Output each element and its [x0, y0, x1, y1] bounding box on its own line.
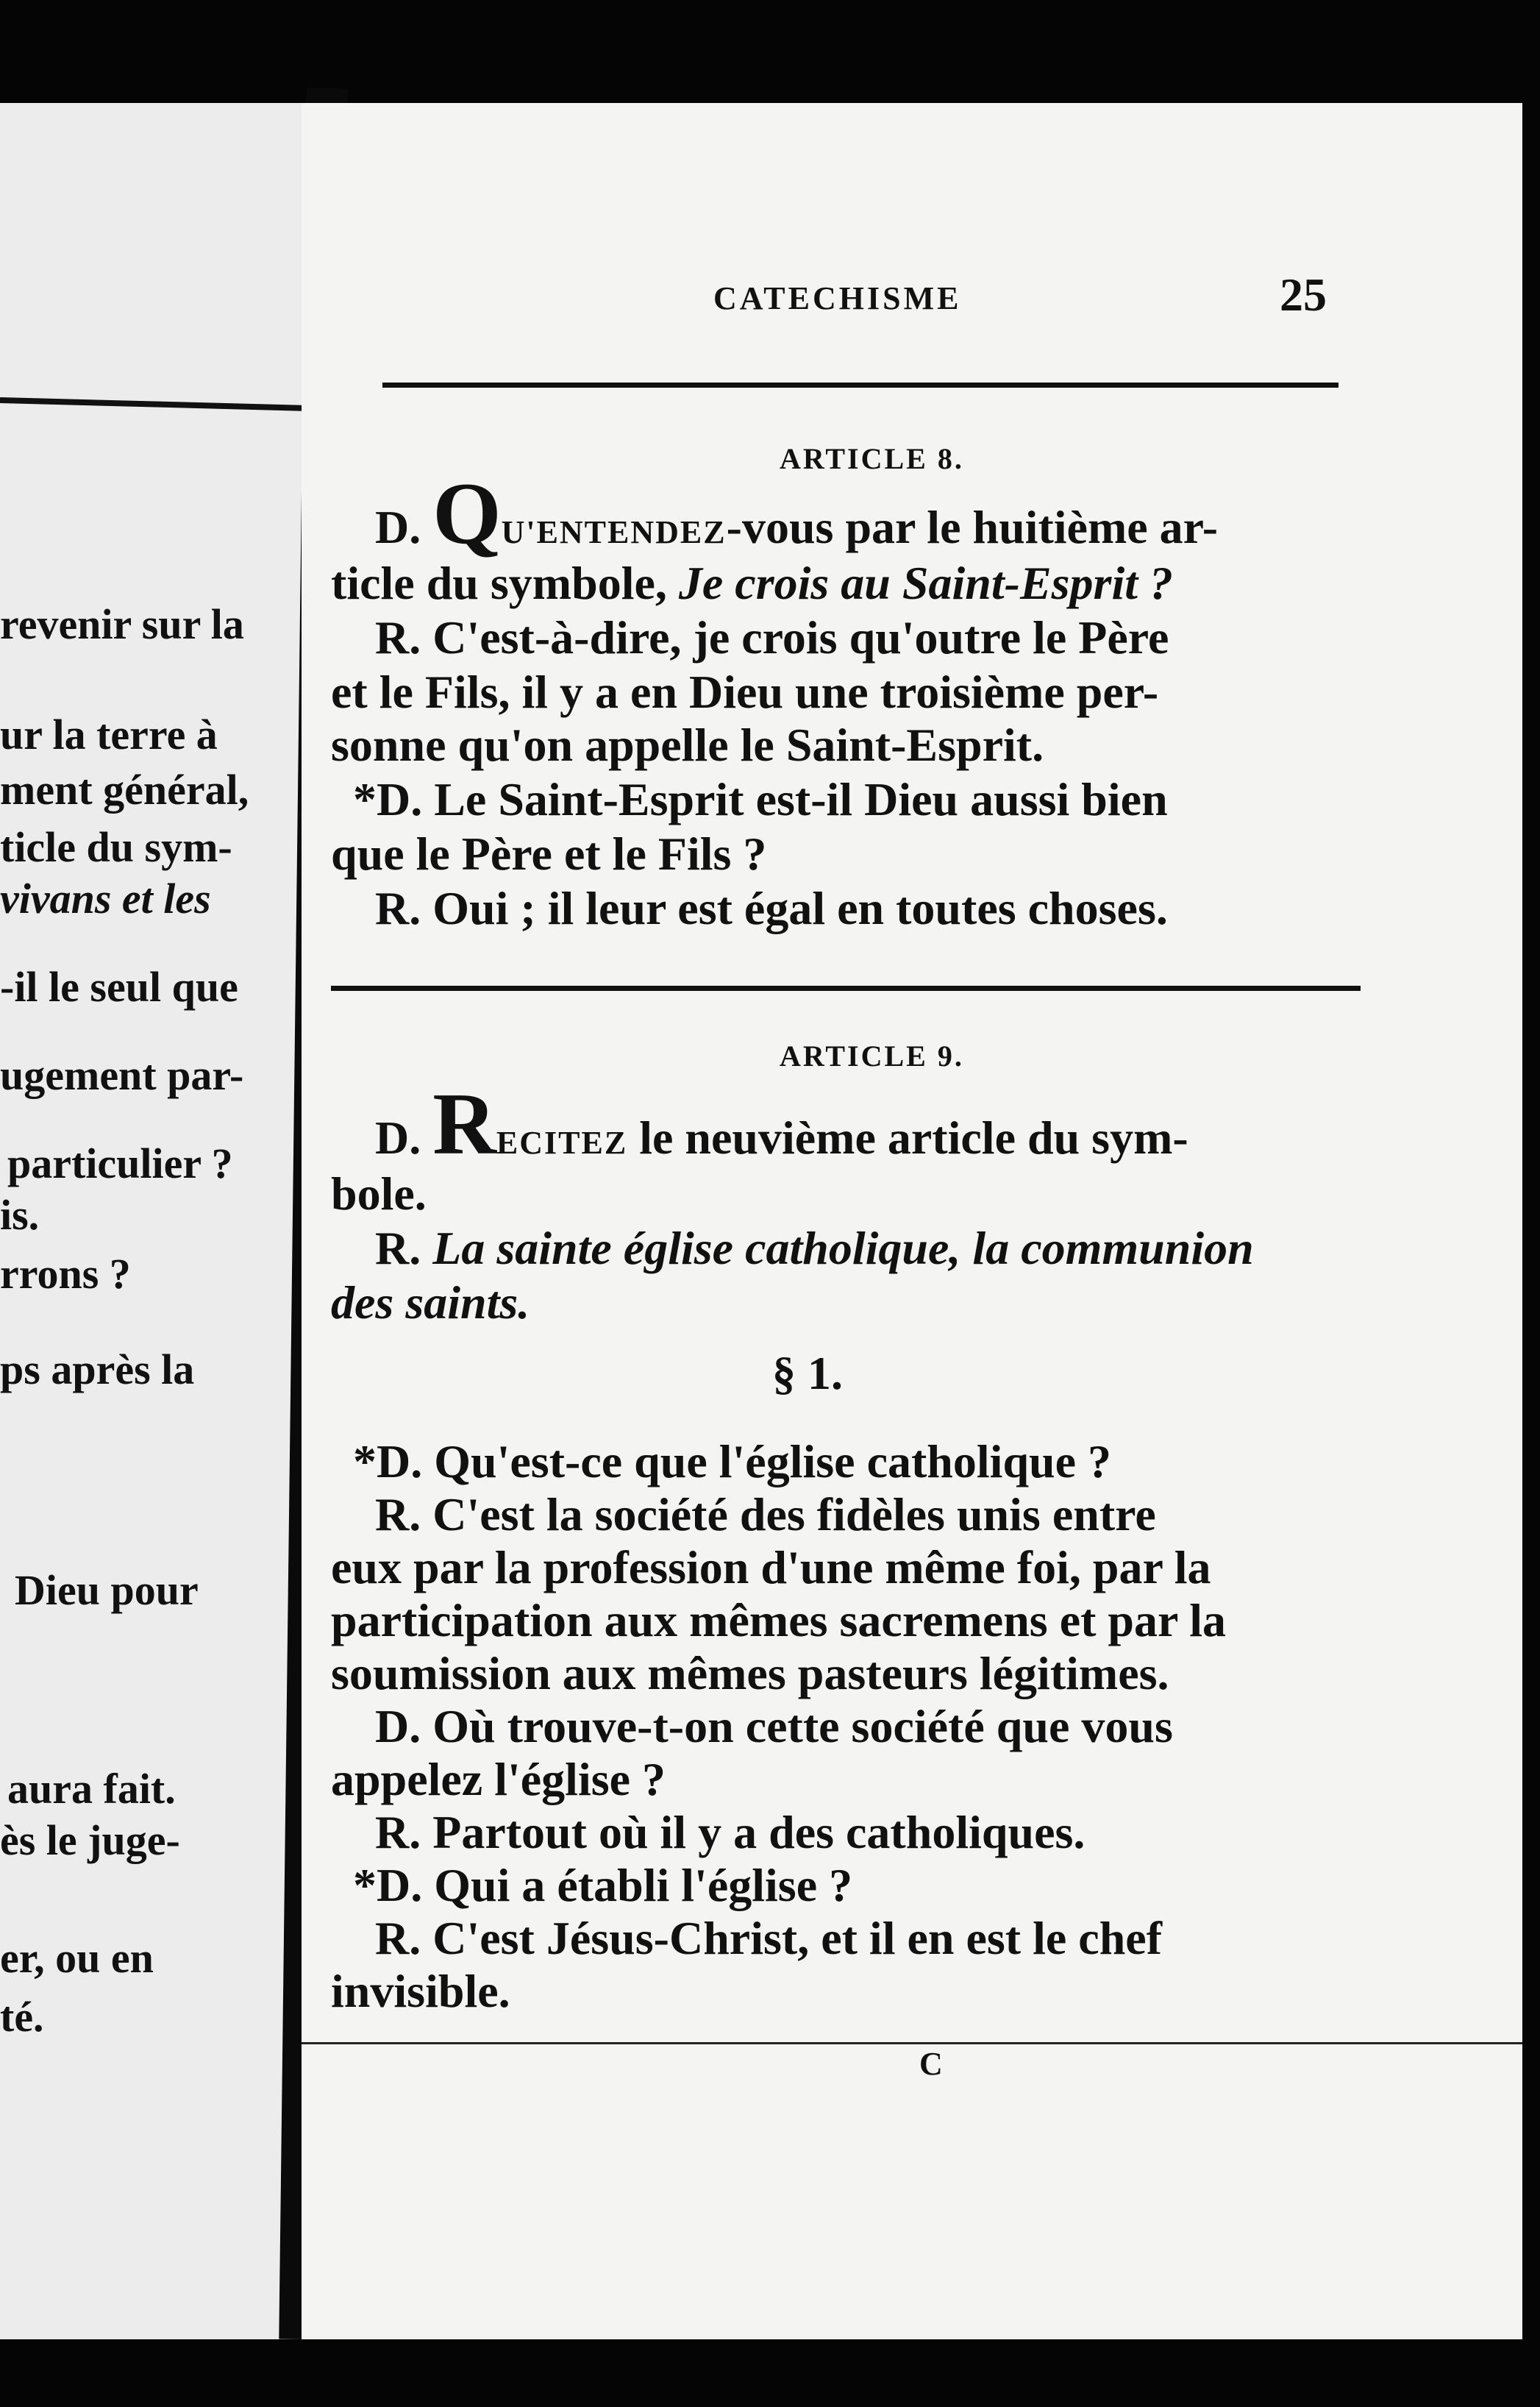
- article-8-question-2-line-1: *D. Le Saint-Esprit est-il Dieu aussi bien: [353, 773, 1168, 825]
- section-1-line: *D. Qu'est-ce que l'église catholique ?: [353, 1435, 1112, 1487]
- article-9-question-1: [375, 1075, 1188, 1173]
- article-9-title: ARTICLE 9.: [780, 1039, 964, 1073]
- section-1-line: *D. Qui a établi l'église ?: [353, 1859, 853, 1911]
- question-text: -vous par le huitième ar-: [726, 501, 1219, 553]
- section-1-line: participation aux mêmes sacremens et par la: [331, 1594, 1227, 1646]
- left-page-line: ès le juge-: [0, 1816, 180, 1864]
- creed-quote: La sainte église catholique, la communion: [432, 1222, 1254, 1274]
- small-caps-word: U'ENTENDEZ: [501, 514, 727, 550]
- section-1-line: soumission aux mêmes pasteurs légitimes.: [331, 1647, 1169, 1699]
- left-page-line: er, ou en: [0, 1934, 154, 1982]
- drop-cap: R: [432, 1075, 496, 1173]
- question-prefix: D.: [375, 501, 421, 553]
- left-page-line: particulier ?: [7, 1139, 233, 1187]
- page-number: 25: [1280, 269, 1327, 321]
- left-page-rule: [0, 397, 316, 411]
- section-1-line: D. Où trouve-t-on cette société que vous: [375, 1700, 1173, 1752]
- page-header: [331, 269, 1375, 338]
- running-title: CATECHISME: [713, 280, 962, 316]
- answer-prefix: R.: [375, 1222, 421, 1274]
- article-9-answer-1-line-2: des saints.: [331, 1276, 530, 1329]
- left-page-line: revenir sur la: [0, 600, 244, 648]
- left-page-line: ment général,: [0, 766, 249, 814]
- article-8-question-1-line-2: [331, 556, 1173, 611]
- section-1-line: eux par la profession d'une même foi, par la: [331, 1541, 1211, 1593]
- left-page-line: ur la terre à: [0, 711, 218, 758]
- left-page: [0, 103, 316, 2339]
- main-page: [302, 103, 1522, 2339]
- left-page-line: rrons ?: [0, 1250, 131, 1298]
- section-1-line: invisible.: [331, 1965, 510, 2017]
- left-page-line: ps après la: [0, 1345, 195, 1393]
- section-mark: § 1.: [772, 1347, 843, 1399]
- signature-mark: C: [919, 2046, 943, 2082]
- article-8-question-2-line-2: que le Père et le Fils ?: [331, 828, 767, 880]
- creed-quote: Je crois au Saint-Esprit ?: [678, 557, 1173, 609]
- left-page-line: ugement par-: [0, 1051, 244, 1099]
- left-page-line: té.: [0, 1993, 44, 2041]
- question-text: le neuvième article du sym-: [627, 1112, 1188, 1164]
- left-page-line: vivans et les: [0, 875, 211, 922]
- bottom-rule: [302, 2042, 1522, 2044]
- article-8-answer-1-line-2: et le Fils, il y a en Dieu une troisième per-: [331, 666, 1159, 718]
- article-8-question-1: [375, 464, 1219, 562]
- article-8-answer-1-line-3: sonne qu'on appelle le Saint-Esprit.: [331, 719, 1044, 771]
- article-8-answer-2: R. Oui ; il leur est égal en toutes choses.: [375, 882, 1168, 934]
- left-page-line: is.: [0, 1191, 40, 1239]
- section-1-line: appelez l'église ?: [331, 1753, 666, 1805]
- left-page-line: -il le seul que: [0, 963, 238, 1011]
- drop-cap: Q: [432, 464, 502, 562]
- question-prefix: D.: [375, 1112, 421, 1164]
- article-separator-rule: [331, 986, 1361, 991]
- article-9-question-1-line-2: bole.: [331, 1167, 427, 1220]
- section-1-line: R. C'est Jésus-Christ, et il en est le chef: [375, 1912, 1162, 1964]
- section-1-line: R. C'est la société des fidèles unis entre: [375, 1488, 1156, 1540]
- left-page-line: Dieu pour: [15, 1566, 199, 1614]
- article-9-answer-1-line-1: [375, 1221, 1254, 1276]
- left-page-line: ticle du sym-: [0, 823, 232, 871]
- article-8-answer-1-line-1: R. C'est-à-dire, je crois qu'outre le Père: [375, 611, 1169, 664]
- section-1-line: R. Partout où il y a des catholiques.: [375, 1806, 1086, 1858]
- header-rule: [382, 383, 1338, 388]
- article-8-title: ARTICLE 8.: [780, 442, 964, 475]
- question-text: ticle du symbole,: [331, 557, 667, 609]
- left-page-line: aura fait.: [7, 1765, 176, 1813]
- small-caps-word: ECITEZ: [496, 1125, 628, 1161]
